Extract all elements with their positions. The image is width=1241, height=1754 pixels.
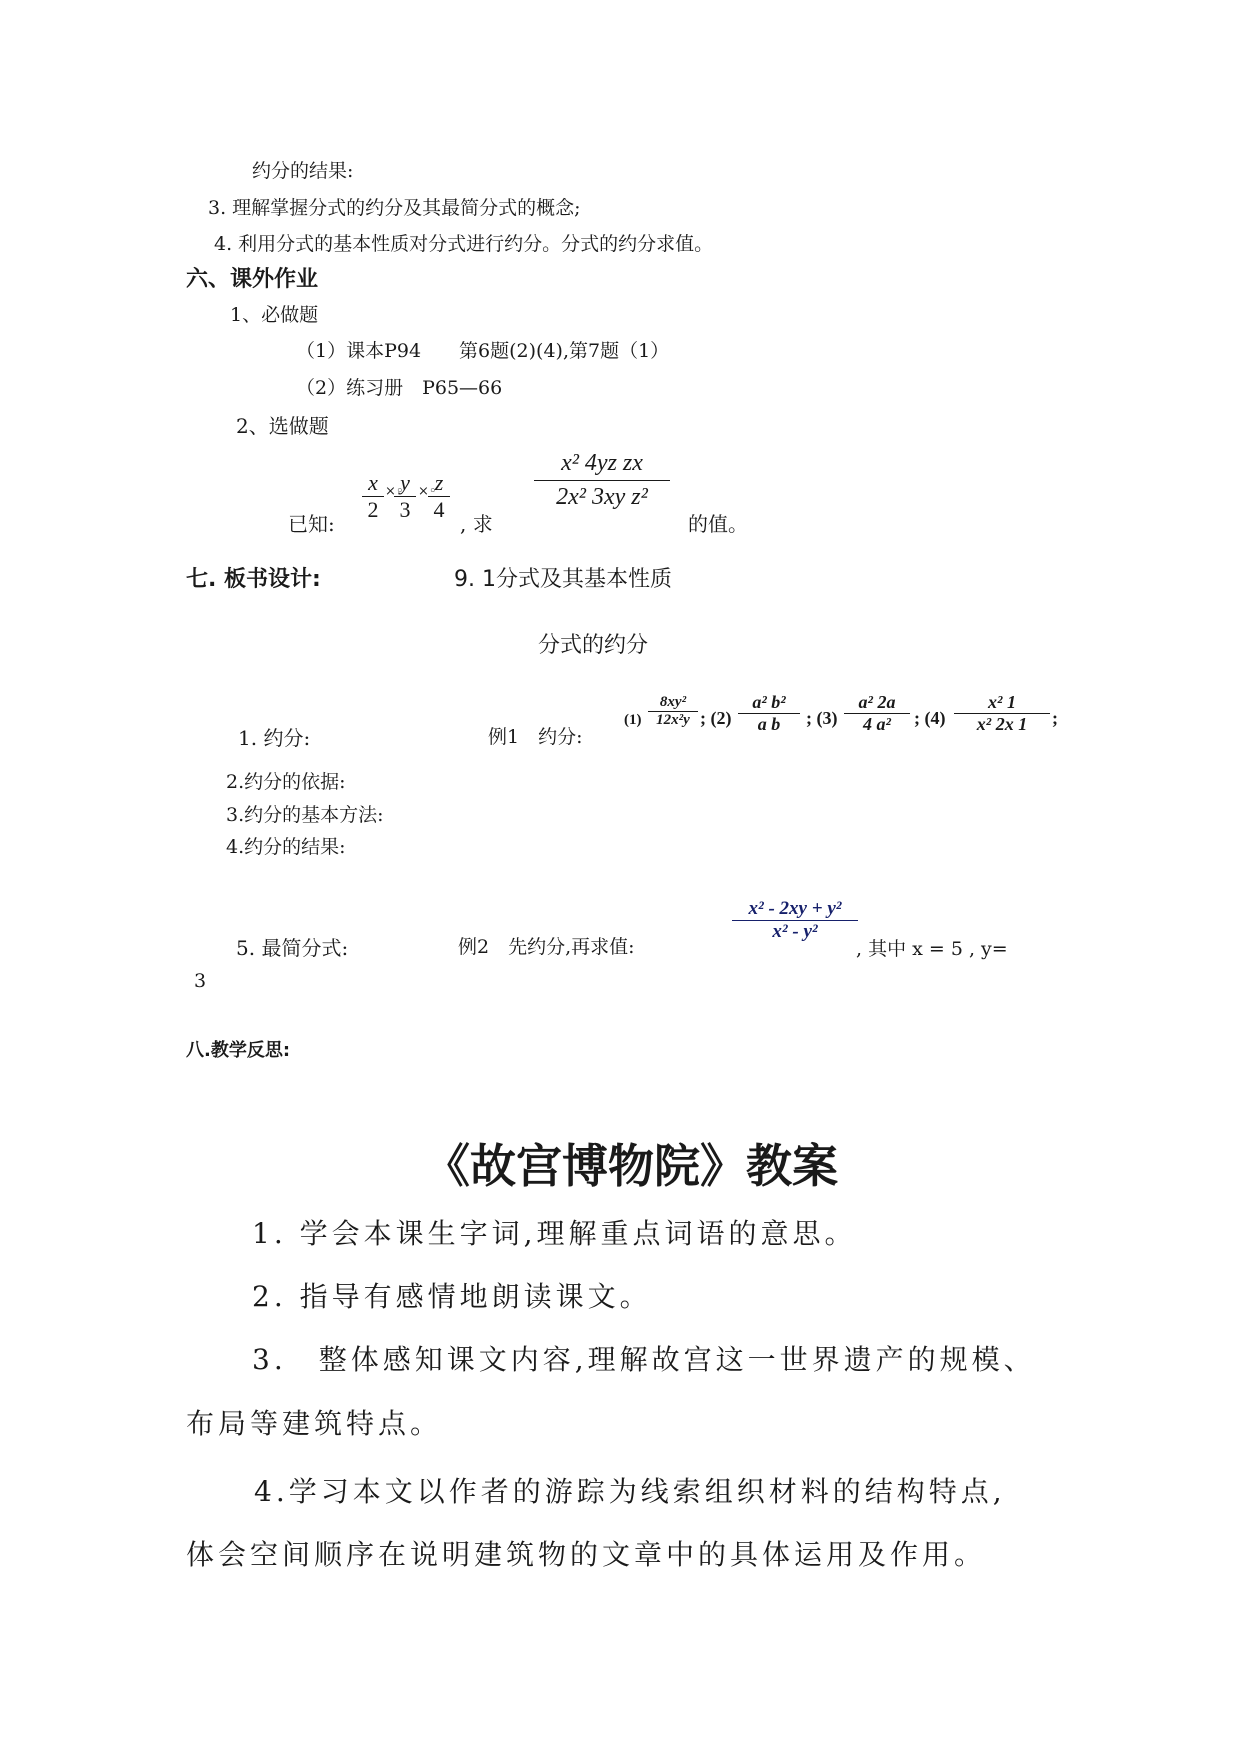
- lesson2-objective-4-line-1: 4.学习本文以作者的游踪为线索组织材料的结构特点,: [254, 1475, 1006, 1508]
- example-1-label: 例1 约分:: [488, 726, 583, 748]
- board-item-3: 3.约分的基本方法:: [226, 804, 384, 826]
- ex1-sep-1: ; (2): [700, 708, 732, 728]
- given-fraction-z-num: z: [434, 470, 444, 495]
- ex1-fraction-3: [844, 692, 910, 735]
- ex2-fraction: [732, 898, 858, 943]
- given-fraction-x-den: 2: [367, 497, 379, 522]
- ex1-fraction-2: [738, 692, 800, 735]
- lesson2-objective-1: 1. 学会本课生字词,理解重点词语的意思。: [252, 1217, 857, 1250]
- ex2-fraction-den: x² - y²: [772, 921, 818, 942]
- board-item-2: 2.约分的依据:: [226, 771, 346, 793]
- ask-label: , 求: [460, 512, 493, 536]
- ex1-fraction-1-num: 8xy²: [659, 694, 687, 710]
- given-fraction-z-den: 4: [433, 497, 445, 522]
- ex1-end: ;: [1052, 708, 1058, 728]
- lesson2-objective-4-line-2: 体会空间顺序在说明建筑物的文章中的具体运用及作用。: [186, 1538, 987, 1571]
- target-expression-num: x² 4yz zx: [561, 450, 643, 476]
- given-fraction-x: [362, 470, 384, 523]
- result-line: 约分的结果:: [252, 160, 354, 182]
- ex1-fraction-4-den: x² 2x 1: [976, 714, 1028, 734]
- ex1-fraction-4-num: x² 1: [988, 692, 1016, 712]
- ex1-index-1: (1): [624, 712, 642, 728]
- value-suffix: 的值。: [688, 512, 748, 536]
- example-2-label: 例2 先约分,再求值:: [458, 936, 635, 958]
- objective-4-line: 4. 利用分式的基本性质对分式进行约分。分式的约分求值。: [214, 233, 714, 255]
- ex1-fraction-2-den: a b: [757, 714, 781, 734]
- board-subtitle: 分式的约分: [538, 633, 649, 658]
- known-label: 已知:: [288, 512, 335, 536]
- lesson2-objective-3-line-1: 3. 整体感知课文内容,理解故宫这一世界遗产的规模、: [252, 1343, 1036, 1376]
- given-fraction-z: [428, 470, 450, 523]
- ex1-fraction-1: [648, 694, 698, 729]
- homework-heading: 六、课外作业: [186, 267, 319, 292]
- reflection-heading: 八.教学反思:: [186, 1040, 291, 1061]
- board-item-4: 4.约分的结果:: [226, 836, 346, 858]
- optional-label: 2、选做题: [236, 414, 329, 438]
- given-fraction-y: [394, 470, 416, 523]
- given-fraction-y-num: y: [400, 470, 410, 495]
- equals-glyph-2: ×◦: [418, 484, 437, 499]
- ex1-sep-2: ; (3): [806, 708, 838, 728]
- ex1-fraction-4: [954, 692, 1050, 735]
- board-heading: 七. 板书设计:: [186, 567, 321, 592]
- ex1-fraction-2-num: a² b²: [752, 692, 786, 712]
- objective-3-line: 3. 理解掌握分式的约分及其最简分式的概念;: [208, 197, 581, 219]
- ex1-sep-3: ; (4): [914, 708, 946, 728]
- required-item-2: （2）练习册 P65—66: [296, 377, 503, 399]
- required-item-1: （1）课本P94 第6题(2)(4),第7题（1）: [296, 340, 670, 362]
- board-item-1: 1. 约分:: [238, 726, 311, 750]
- ex2-condition-tail: 3: [194, 970, 207, 992]
- equals-glyph-1: ×◦: [385, 484, 404, 499]
- given-fraction-y-den: 3: [399, 497, 411, 522]
- ex2-fraction-num: x² - 2xy + y²: [748, 898, 842, 919]
- given-fraction-x-num: x: [368, 470, 378, 495]
- lesson2-objective-3-line-2: 布局等建筑特点。: [186, 1407, 443, 1440]
- ex2-condition: , 其中 x = 5 , y=: [856, 938, 1008, 960]
- target-expression: [534, 450, 670, 511]
- lesson2-objective-2: 2. 指导有感情地朗读课文。: [252, 1280, 652, 1313]
- target-expression-den: 2x² 3xy z²: [556, 484, 648, 510]
- lesson2-title: 《故宫博物院》教案: [424, 1139, 838, 1193]
- required-label: 1、必做题: [230, 304, 319, 326]
- ex1-fraction-3-num: a² 2a: [858, 692, 896, 712]
- lesson-title: 9. 1分式及其基本性质: [454, 567, 672, 592]
- ex1-fraction-1-den: 12x²y: [656, 712, 690, 728]
- board-item-5: 5. 最简分式:: [236, 936, 349, 960]
- ex1-fraction-3-den: 4 a²: [863, 714, 891, 734]
